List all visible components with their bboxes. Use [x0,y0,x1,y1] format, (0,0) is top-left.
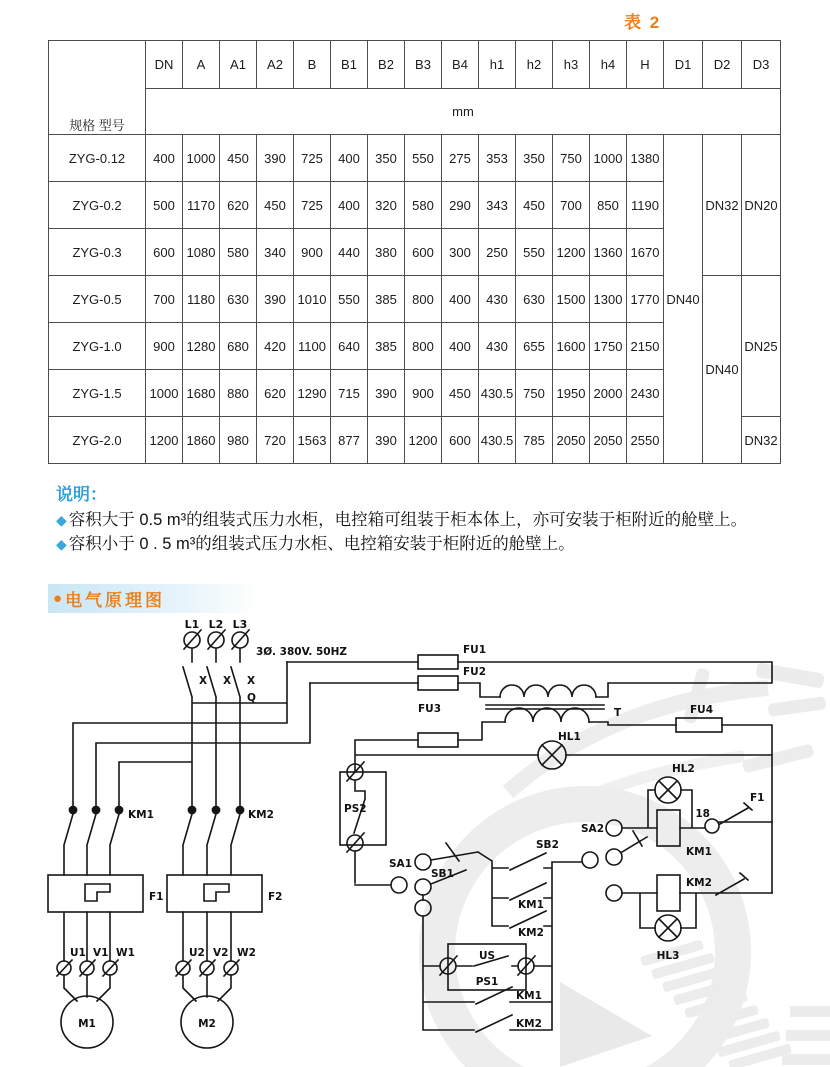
model-cell: ZYG-2.0 [49,417,146,464]
value-cell: 390 [368,370,405,417]
label-ps2: PS2 [344,803,367,815]
value-cell: 1500 [553,276,590,323]
value-cell: 1000 [146,370,183,417]
unit-row [49,89,781,135]
merged-cell-d1: DN40 [664,135,703,464]
lamp-hl2 [655,777,681,803]
value-cell: 390 [368,417,405,464]
label-f2: F2 [268,891,283,903]
value-cell: 1100 [294,323,331,370]
value-cell: 450 [220,135,257,182]
value-cell: 785 [516,417,553,464]
label-x2: X [223,675,232,687]
label-m2: M2 [198,1018,216,1030]
value-cell: 350 [368,135,405,182]
notes-heading: 说明： [56,485,107,504]
label-q: Q [247,692,256,704]
label-x3: X [247,675,256,687]
value-cell: 640 [331,323,368,370]
value-cell: 1190 [627,182,664,229]
merged-cell-d3: DN25 [742,276,781,417]
value-cell: 440 [331,229,368,276]
electrical-schematic [0,607,830,1067]
motor-terminals [57,960,239,976]
value-cell: 1290 [294,370,331,417]
label-wire-18: 18 [695,808,710,820]
value-cell: 320 [368,182,405,229]
value-cell: 353 [479,135,516,182]
value-cell: 380 [368,229,405,276]
label-fu4: FU4 [690,704,714,716]
label-hl2: HL2 [672,763,695,775]
label-km2-hold: KM2 [516,1018,542,1030]
value-cell: 2050 [553,417,590,464]
value-cell: 1010 [294,276,331,323]
column-header: B3 [405,41,442,89]
value-cell: 390 [257,276,294,323]
thermal-relay-f1 [48,875,143,912]
label-km2-coil: KM2 [686,877,712,889]
label-km2-aux: KM2 [518,927,544,939]
value-cell: 1770 [627,276,664,323]
value-cell: 400 [442,323,479,370]
note-text: 容积小于 0 . 5 m³的组装式压力水柜、电控箱安装于柜附近的舱壁上。 [68,535,575,554]
contactor-motor-wires [64,814,240,1001]
value-cell: 550 [405,135,442,182]
model-cell: ZYG-1.5 [49,370,146,417]
value-cell: 900 [405,370,442,417]
value-cell: 385 [368,276,405,323]
value-cell: 250 [479,229,516,276]
value-cell: 700 [553,182,590,229]
merged-cell-d2: DN40 [703,276,742,464]
value-cell: 343 [479,182,516,229]
value-cell: 1200 [553,229,590,276]
label-w1: W1 [116,947,135,959]
value-cell: 430 [479,276,516,323]
label-l1: L1 [184,618,200,631]
label-m1: M1 [78,1018,96,1030]
section-title: 电气原理图 [65,591,166,610]
note-item [56,532,788,556]
label-l3: L3 [232,618,248,631]
column-header-row [49,41,781,89]
value-cell: 290 [442,182,479,229]
value-cell: 1670 [627,229,664,276]
label-sb1: SB1 [431,868,454,880]
phase-terminals [184,630,249,649]
label-hl3: HL3 [656,950,680,962]
value-cell: 1860 [183,417,220,464]
label-km1-aux: KM1 [518,899,544,911]
value-cell: 750 [516,370,553,417]
column-header: B1 [331,41,368,89]
column-header: h3 [553,41,590,89]
merged-cell-d3: DN32 [742,417,781,464]
value-cell: 400 [146,135,183,182]
value-cell: 720 [257,417,294,464]
column-header: h1 [479,41,516,89]
label-km1-coil: KM1 [686,846,712,858]
value-cell: 620 [257,370,294,417]
column-header: h2 [516,41,553,89]
value-cell: 1380 [627,135,664,182]
value-cell: 1360 [590,229,627,276]
value-cell: 1000 [183,135,220,182]
column-header: B4 [442,41,479,89]
thermal-relay-f2 [167,875,262,912]
value-cell: 850 [590,182,627,229]
label-sa2: SA2 [581,823,604,835]
value-cell: 900 [146,323,183,370]
value-cell: 600 [442,417,479,464]
value-cell: 600 [405,229,442,276]
label-x1: X [199,675,208,687]
value-cell: 1750 [590,323,627,370]
label-t: T [614,707,622,719]
value-cell: 980 [220,417,257,464]
value-cell: 400 [331,135,368,182]
column-header: A [183,41,220,89]
value-cell: 1170 [183,182,220,229]
value-cell: 630 [220,276,257,323]
label-ps1: PS1 [475,976,499,988]
bullet-icon: ● [53,590,63,607]
unit-cell: mm [146,89,781,135]
value-cell: 430.5 [479,417,516,464]
value-cell: 430 [479,323,516,370]
label-u1: U1 [70,947,86,959]
value-cell: 715 [331,370,368,417]
value-cell: 300 [442,229,479,276]
model-cell: ZYG-0.3 [49,229,146,276]
value-cell: 2430 [627,370,664,417]
contactor-contact-dots [69,806,243,813]
label-v1: V1 [93,947,109,959]
column-header: D1 [664,41,703,89]
value-cell: 550 [516,229,553,276]
value-cell: 550 [331,276,368,323]
diamond-bullet-icon: ◆ [56,512,67,528]
label-fu3: FU3 [418,703,442,715]
fuse-fu1 [418,655,458,669]
spec-table-body [49,135,781,464]
value-cell: 1200 [146,417,183,464]
table-caption: 表 2 [624,13,662,32]
value-cell: 680 [220,323,257,370]
label-sb2: SB2 [536,839,559,851]
value-cell: 385 [368,323,405,370]
fuse-fu3 [418,733,458,747]
value-cell: 1950 [553,370,590,417]
value-cell: 1280 [183,323,220,370]
value-cell: 2050 [590,417,627,464]
column-header: B2 [368,41,405,89]
value-cell: 2150 [627,323,664,370]
spec-table [48,40,781,464]
value-cell: 2000 [590,370,627,417]
label-fu1: FU1 [463,644,487,656]
value-cell: 450 [442,370,479,417]
value-cell: 430.5 [479,370,516,417]
merged-cell-d2: DN32 [703,135,742,276]
value-cell: 420 [257,323,294,370]
merged-cell-d3: DN20 [742,135,781,276]
label-fu2: FU2 [463,666,487,678]
column-header: H [627,41,664,89]
value-cell: 340 [257,229,294,276]
label-km2-bank: KM2 [248,809,274,821]
model-cell: ZYG-0.12 [49,135,146,182]
value-cell: 1563 [294,417,331,464]
label-us: US [478,950,496,962]
label-u2: U2 [189,947,205,959]
label-hl1: HL1 [558,731,581,743]
value-cell: 1180 [183,276,220,323]
column-header: h4 [590,41,627,89]
value-cell: 800 [405,276,442,323]
value-cell: 500 [146,182,183,229]
label-v2: V2 [213,947,229,959]
fuse-fu2 [418,676,458,690]
label-km1-hold: KM1 [516,990,542,1002]
value-cell: 1000 [590,135,627,182]
value-cell: 1300 [590,276,627,323]
value-cell: 400 [442,276,479,323]
note-item [56,508,788,532]
watermark [437,662,830,1067]
diamond-bullet-icon: ◆ [56,536,67,553]
table-row [49,135,781,182]
value-cell: 450 [257,182,294,229]
value-cell: 620 [220,182,257,229]
transformer-secondary-coil [505,708,589,722]
value-cell: 750 [553,135,590,182]
value-cell: 800 [405,323,442,370]
coil-km2 [657,875,680,911]
label-f1-nc: F1 [750,792,765,804]
transformer-primary-coil [500,685,596,697]
notes-section [56,480,788,557]
column-header: B [294,41,331,89]
value-cell: 880 [220,370,257,417]
column-header: A1 [220,41,257,89]
note-text: 容积大于 0.5 m³的组装式压力水柜，电控箱可组装于柜本体上，亦可安装于柜附近的舱壁上。 [68,511,748,529]
value-cell: 400 [331,182,368,229]
value-cell: 725 [294,135,331,182]
model-cell: ZYG-0.2 [49,182,146,229]
label-f1: F1 [149,891,164,903]
model-cell: ZYG-1.0 [49,323,146,370]
power-wires [73,649,310,806]
lamp-hl3 [655,915,681,941]
model-cell: ZYG-0.5 [49,276,146,323]
value-cell: 600 [146,229,183,276]
column-header: DN [146,41,183,89]
value-cell: 630 [516,276,553,323]
label-w2: W2 [237,947,256,959]
value-cell: 275 [442,135,479,182]
label-supply: 3Ø. 380V. 50HZ [256,646,347,658]
value-cell: 655 [516,323,553,370]
value-cell: 725 [294,182,331,229]
value-cell: 580 [405,182,442,229]
column-header: D3 [742,41,781,89]
value-cell: 580 [220,229,257,276]
value-cell: 350 [516,135,553,182]
column-header: D2 [703,41,742,89]
value-cell: 390 [257,135,294,182]
value-cell: 877 [331,417,368,464]
value-cell: 1200 [405,417,442,464]
corner-label: 规格 型号 [49,41,146,135]
fuse-fu4 [676,718,722,732]
value-cell: 2550 [627,417,664,464]
value-cell: 450 [516,182,553,229]
value-cell: 1600 [553,323,590,370]
label-km1-bank: KM1 [128,809,154,821]
label-sa1: SA1 [389,858,412,870]
value-cell: 1080 [183,229,220,276]
column-header: A2 [257,41,294,89]
label-l2: L2 [208,618,224,631]
value-cell: 700 [146,276,183,323]
value-cell: 900 [294,229,331,276]
value-cell: 1680 [183,370,220,417]
